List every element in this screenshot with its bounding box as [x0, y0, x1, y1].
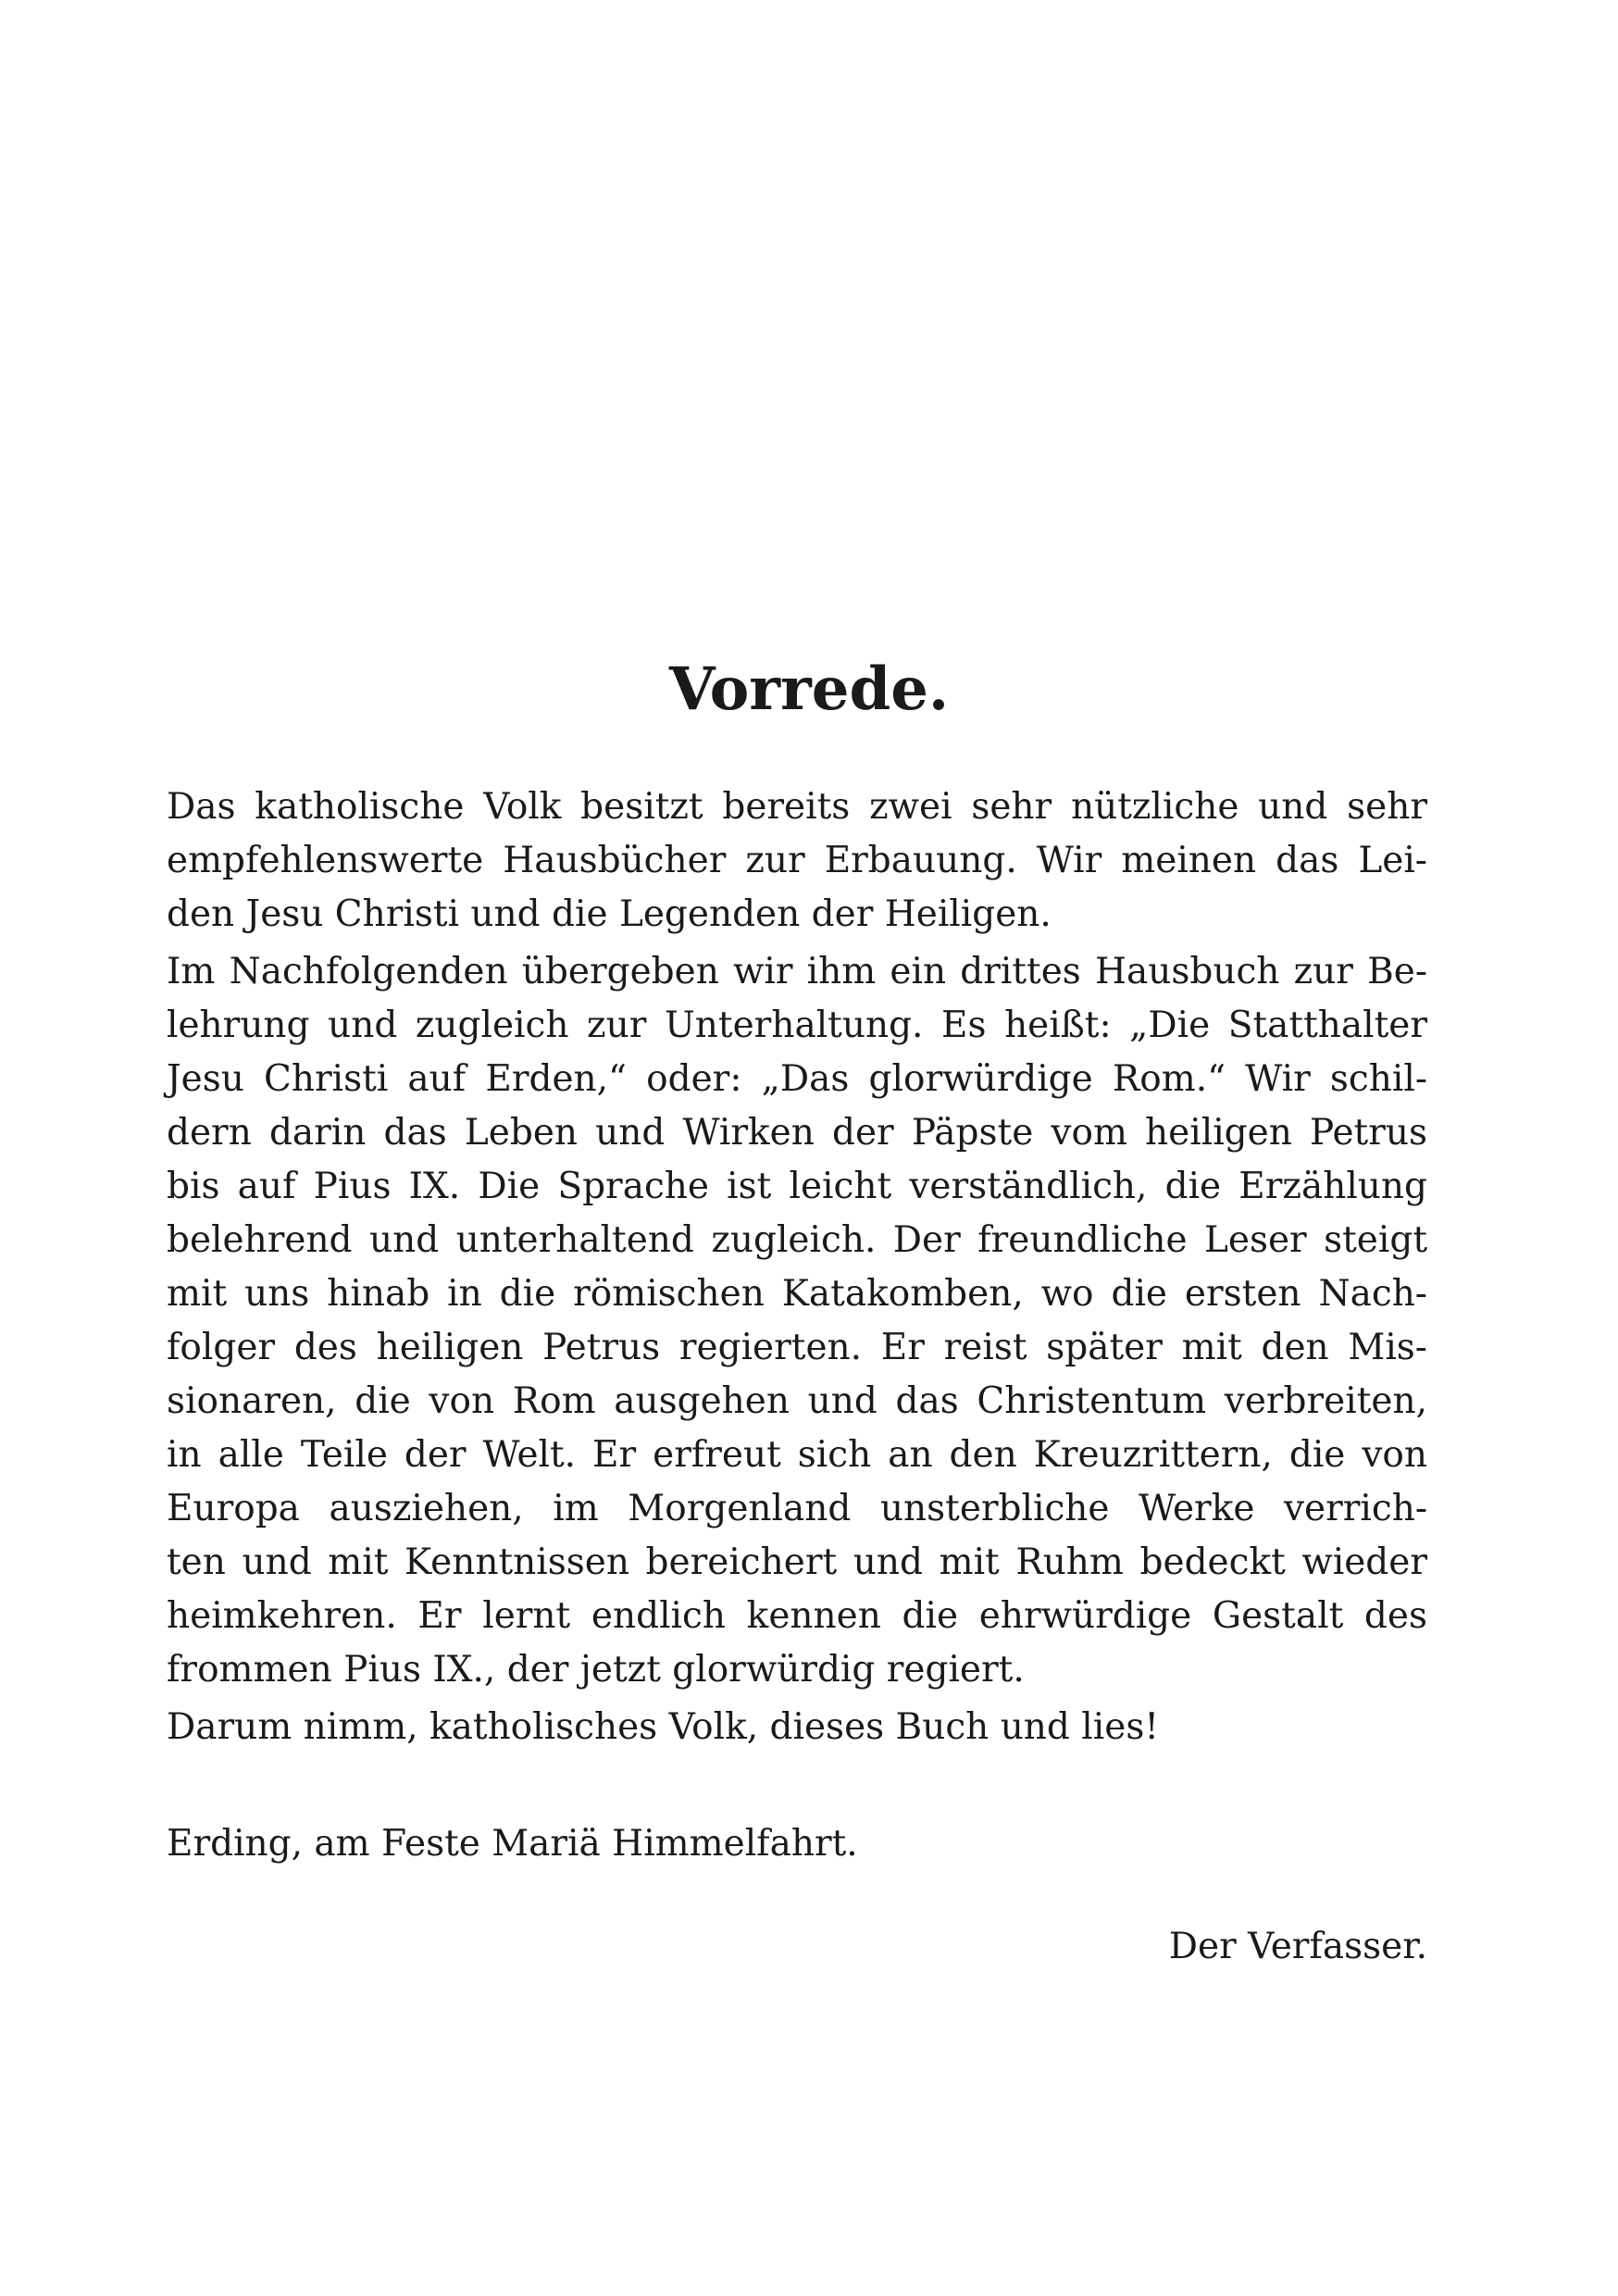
author-signature: Der Verfasser. [1168, 1926, 1427, 1967]
text-line: mit uns hinab in die römischen Katakomben, wo die ersten Nach- [167, 1273, 1427, 1315]
page-title: Vorrede. [668, 655, 950, 724]
text-line: in alle Teile der Welt. Er erfreut sich an den Kreuzrittern, die von [167, 1434, 1427, 1476]
paragraph-3 [167, 1701, 1427, 1754]
text-line: lehrung und zugleich zur Unterhaltung. Es heißt: „Die Statthalter [167, 1004, 1427, 1046]
text-line: dern darin das Leben und Wirken der Päpste vom heiligen Petrus [167, 1112, 1427, 1154]
text-line: Im Nachfolgenden übergeben wir ihm ein drittes Hausbuch zur Be- [167, 951, 1427, 992]
text-line: empfehlenswerte Hausbücher zur Erbauung. Wir meinen das Lei- [167, 840, 1427, 881]
text-line: belehrend und unterhaltend zugleich. Der freundliche Leser steigt [167, 1219, 1427, 1261]
text-line: Darum nimm, katholisches Volk, dieses Buch und lies! [167, 1706, 1160, 1748]
text-line: frommen Pius IX., der jetzt glorwürdig regiert. [167, 1649, 1025, 1691]
text-line: folger des heiligen Petrus regierten. Er reist später mit den Mis- [167, 1327, 1427, 1368]
preface-body [167, 780, 1427, 1754]
text-line: den Jesu Christi und die Legenden der Heiligen. [167, 893, 1052, 935]
text-line: Europa ausziehen, im Morgenland unsterbliche Werke verrich- [167, 1488, 1427, 1529]
text-line: Das katholische Volk besitzt bereits zwei sehr nützliche und sehr [167, 786, 1427, 828]
text-line: ten und mit Kenntnissen bereichert und mit Ruhm bedeckt wieder [167, 1541, 1427, 1583]
place-date-line: Erding, am Feste Mariä Himmelfahrt. [167, 1823, 858, 1865]
text-line: heimkehren. Er lernt endlich kennen die ehrwürdige Gestalt des [167, 1595, 1427, 1637]
text-line: Jesu Christi auf Erden,“ oder: „Das glorwürdige Rom.“ Wir schil- [167, 1058, 1427, 1100]
paragraph-2 [167, 945, 1427, 1697]
paragraph-1 [167, 780, 1427, 942]
text-line: sionaren, die von Rom ausgehen und das Christentum verbreiten, [167, 1380, 1427, 1422]
text-line: bis auf Pius IX. Die Sprache ist leicht verständlich, die Erzählung [167, 1166, 1427, 1207]
